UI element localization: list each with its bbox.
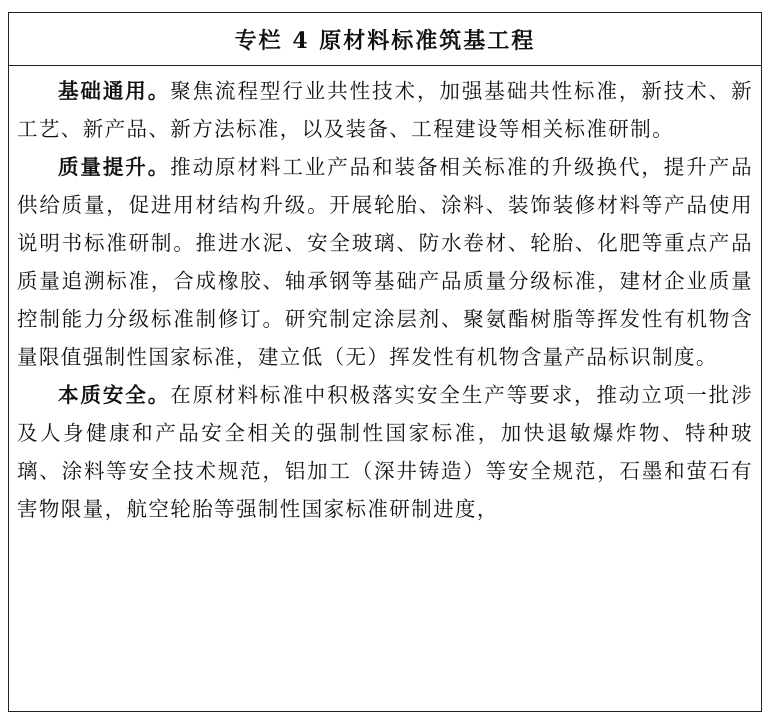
box-body xyxy=(9,66,761,528)
paragraph-intrinsic-safety xyxy=(17,376,753,528)
paragraph-basic-general xyxy=(17,72,753,148)
paragraph-text: 聚焦流程型行业共性技术，加强基础共性标准，新技术、新工艺、新产品、新方法标准，以及装备、工程建设等相关标准研制。 xyxy=(17,79,753,141)
paragraph-text: 在原材料标准中积极落实安全生产等要求，推动立项一批涉及人身健康和产品安全相关的强制性国家标准，加快退敏爆炸物、特种玻璃、涂料等安全技术规范，铝加工（深井铸造）等安全规范，石墨和萤石有害物限量，航空轮胎等强制性国家标准研制进度， xyxy=(17,383,753,521)
box-title: 专栏 4 原材料标准筑基工程 xyxy=(9,13,761,66)
paragraph-quality-upgrade xyxy=(17,148,753,376)
feature-box xyxy=(8,12,762,712)
paragraph-text: 推动原材料工业产品和装备相关标准的升级换代，提升产品供给质量，促进用材结构升级。开展轮胎、涂料、装饰装修材料等产品使用说明书标准研制。推进水泥、安全玻璃、防水卷材、轮胎、化肥等重点产品质量追溯标准，合成橡胶、轴承钢等基础产品质量分级标准，建材企业质量控制能力分级标准制修订。研究制定涂层剂、聚氨酯树脂等挥发性有机物含量限值强制性国家标准，建立低（无）挥发性有机物含量产品标识制度。 xyxy=(17,155,753,369)
paragraph-lead: 基础通用。 xyxy=(58,79,171,103)
paragraph-lead: 本质安全。 xyxy=(58,383,171,407)
paragraph-lead: 质量提升。 xyxy=(58,155,171,179)
